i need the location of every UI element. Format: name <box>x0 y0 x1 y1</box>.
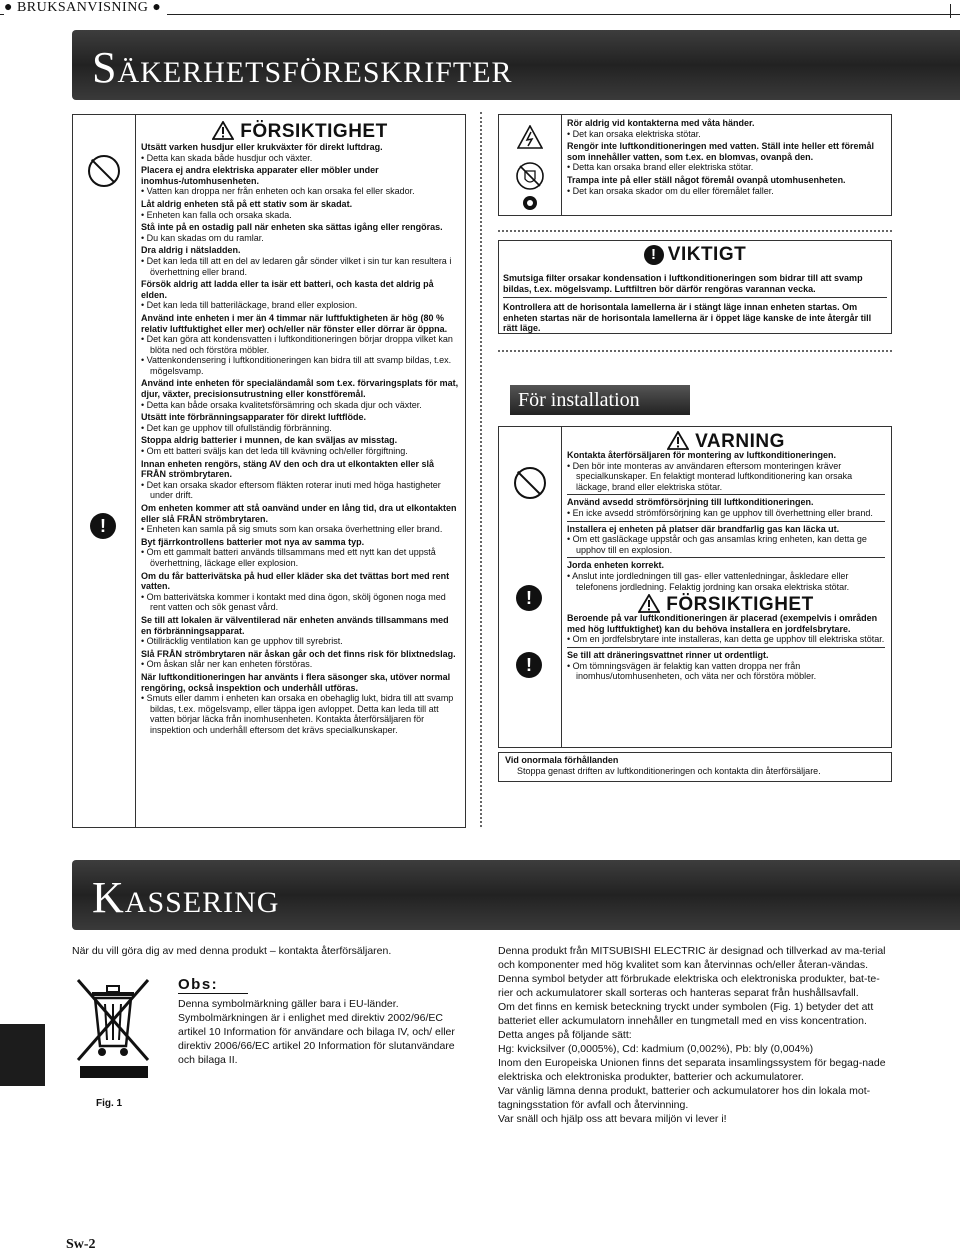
safety-item <box>141 199 459 220</box>
warning-triangle-icon-3 <box>638 594 660 613</box>
safety-item <box>141 537 459 569</box>
safety-item-title: Rengör inte luftkonditioneringen med vatten. Ställ inte heller ett föremål som innehåller vatten, som t.ex. en blomvas, ovanpå den. <box>567 141 875 162</box>
installation-box <box>498 426 892 748</box>
no-water-icon <box>515 161 545 191</box>
disposal-banner <box>72 860 960 930</box>
install-caution-items <box>567 613 885 682</box>
safety-item-bullet: • Vatten kan droppa ner från enheten och kan orsaka fel eller skador. <box>141 186 415 197</box>
safety-item-bullet: • Detta kan skada både husdjur och växter. <box>141 152 313 163</box>
install-caution-heading: FÖRSIKTIGHET <box>567 594 885 613</box>
disposal-paragraph: Denna produkt från MITSUBISHI ELECTRIC är designad och tillverkad av ma-terial och komponenter med hög kvalitet som kan återvinnas och/eller återan-vändas. <box>498 945 886 971</box>
safety-item-title: Innan enheten rengörs, stäng AV den och dra ut elkontakten eller slå FRÅN strömbrytaren. <box>141 458 435 480</box>
safety-item <box>141 165 459 197</box>
safety-item-bullet: • Det kan orsaka skador eftersom fläkten roterar inuti med höga hastigheter under drift. <box>141 479 441 501</box>
safety-item-bullet: • Enheten kan falla och orsaka skada. <box>141 209 292 220</box>
safety-item-title: När luftkonditioneringen har använts i flera säsonger ska, utöver normal rengöring, också inspektion och underhåll utföras. <box>141 671 451 693</box>
water-drops-icon <box>519 195 541 211</box>
safety-item <box>141 222 459 243</box>
abnormal-title: Vid onormala förhållanden <box>505 755 619 765</box>
safety-item-title: Använd avsedd strömförsörjning till luftkonditioneringen. <box>567 497 814 508</box>
safety-item-title: Om du får batterivätska på hud eller kläder ska det tvättas bort med rent vatten. <box>141 570 450 592</box>
exclamation-icon: ! <box>644 245 664 265</box>
caution-icon-column <box>73 115 136 827</box>
safety-item <box>141 459 459 501</box>
safety-item-bullet: • Om åskan slår ner kan enheten förstöras. <box>141 659 313 670</box>
disposal-paragraph: Detta anges på följande sätt: <box>498 1029 632 1041</box>
safety-item-bullet: • Den bör inte monteras av användaren eftersom monteringen kräver specialkunskaper. En felaktigt monterad luftkonditionering kan orsaka läckage, brand eller elektriska stötar. <box>567 460 853 492</box>
important-box <box>498 240 892 334</box>
safety-item <box>141 649 459 670</box>
important-text <box>503 273 887 334</box>
safety-item-bullet: • Smuts eller damm i enheten kan orsaka en obehaglig lukt, bidra till att svamp bildas, t.ex. mögelsvamp, eller täppa igen avloppet. Detta kan leda till att vatten börjar läcka från inomhusenheten. Kontakta återförsäljaren för inspektion och underhåll eftersom det krävs specialkunskaper. <box>141 693 454 735</box>
safety-item <box>567 118 885 139</box>
safety-item-bullet: • Anslut inte jordledningen till gas- eller vattenledningar, åskledare eller telefonens jordledning. Felaktig jordning kan orsaka elektriska stötar. <box>567 570 850 592</box>
abnormal-text: Stoppa genast driften av luftkonditioneringen och kontakta din återförsäljare. <box>517 766 821 776</box>
language-tab-block <box>0 1024 45 1086</box>
safety-item-bullet: • Detta kan orsaka brand eller elektriska stötar. <box>567 162 754 173</box>
installation-label: För installation <box>510 385 690 415</box>
manual-header-label: ● BRUKSANVISNING ● <box>4 0 167 16</box>
safety-item-bullet: • Det kan orsaka skador om du eller föremålet faller. <box>567 185 774 196</box>
safety-item-bullet: • Vattenkondensering i luftkonditioneringen kan bidra till att svamp bildas, t.ex. mögelsvamp. <box>141 355 452 376</box>
disposal-paragraph: Om det finns en kemisk beteckning tryckt under symbolen (Fig. 1) betyder det att batteriet eller ackumulatorn innehåller en tungmetall med en viss koncentration. <box>498 1001 874 1027</box>
safety-item-bullet: • Enheten kan samla på sig smuts som kan orsaka överhettning eller brand. <box>141 524 443 535</box>
safety-item <box>567 175 885 196</box>
safety-item <box>141 279 459 311</box>
column-divider <box>480 112 482 827</box>
safety-item-title: Om enheten kommer att stå oanvänd under en lång tid, dra ut elkontakten eller slå FRÅN strömbrytaren. <box>141 503 457 524</box>
safety-item-bullet: • En icke avsedd strömförsörjning kan ge upphov till överhettning eller brand. <box>567 507 873 518</box>
safety-item-title: Stoppa aldrig batterier i munnen, de kan sväljas av misstag. <box>141 435 398 446</box>
safety-item-bullet: • Om ett batteri sväljs kan det leda till kvävning och/eller förgiftning. <box>141 446 408 457</box>
safety-item-bullet: • Om ett gasläckage uppstår och gas ansamlas kring enheten, kan detta ge upphov till en explosion. <box>567 534 867 555</box>
safety-item-bullet: • Om batterivätska kommer i kontakt med dina ögon, skölj ögonen noga med rent vatten och sök genast vård. <box>141 591 446 613</box>
safety-item-title: Utsätt inte förbränningsapparater för direkt luftflöde. <box>141 412 367 423</box>
safety-item <box>141 503 459 535</box>
safety-item-bullet: • Du kan skadas om du ramlar. <box>141 232 264 243</box>
safety-item <box>141 313 459 377</box>
safety-item-title: Placera ej andra elektriska apparater eller möbler under inomhus-/utomhusenheten. <box>141 165 379 186</box>
warning-items <box>567 450 885 592</box>
safety-item <box>567 494 885 518</box>
safety-item-title: Byt fjärrkontrollens batterier mot nya av samma typ. <box>141 536 365 547</box>
safety-item-bullet: • Om ett gammalt batteri används tillsammans med ett nytt kan det uppstå överhettning, läckage eller explosion. <box>141 547 436 568</box>
disposal-title: KASSERING <box>92 873 280 922</box>
safety-item <box>567 521 885 556</box>
important-paragraph-2: Kontrollera att de horisontala lamellerna är i stängt läge innan enheten startas. Om enheten startas när de horisontala lamellerna är i öppet läge kanske de inte återgår till rätt läge. <box>503 302 872 334</box>
safety-item-title: Utsätt varken husdjur eller krukväxter för direkt luftdrag. <box>141 142 383 152</box>
disposal-paragraph: Denna symbol betyder att förbrukade elektriska och elektroniska produkter, bat-te-rier och ackumulatorer skall sorteras och hanteras separat från hushållsavfall. <box>498 973 880 999</box>
safety-item <box>141 412 459 433</box>
safety-item-bullet: • Det kan leda till att en del av ledaren går sönder vilket i sin tur kan resultera i överhettning eller brand. <box>141 255 452 277</box>
safety-title: SÄKERHETSFÖRESKRIFTER <box>92 43 513 92</box>
prohibited-icon-2 <box>514 467 546 499</box>
mandatory-icon-3: ! <box>516 652 542 678</box>
electrical-caution-box <box>498 114 892 216</box>
safety-item-bullet: • Det kan ge upphov till ofullständig förbränning. <box>141 422 332 433</box>
header-end-mark <box>950 4 951 18</box>
electrical-caution-items <box>567 118 885 198</box>
disposal-paragraph: Inom den Europeiska Unionen finns det separata insamlingssystem för begag-nade elektriska och elektroniska produkter, batterier och ackumulatorer. <box>498 1057 886 1083</box>
page-number: Sw-2 <box>66 1237 96 1252</box>
safety-item-title: Låt aldrig enheten stå på ett stativ som är skadat. <box>141 198 353 209</box>
installation-icon-column <box>499 427 562 747</box>
safety-item-bullet: • Detta kan både orsaka kvalitetsförsämring och skada djur och växter. <box>141 399 422 410</box>
safety-item-title: Slå FRÅN strömbrytaren när åskan går och det finns risk för blixtnedslag. <box>141 648 456 659</box>
obs-line-2: Symbolmärkningen är i enlighet med direktiv 2002/96/EC artikel 10 Information för användare och bilaga IV, och/ eller direktiv 2006/66/EC artikel 20 Information för slutanvändare och bilaga II. <box>178 1012 455 1066</box>
prohibited-icon <box>88 155 120 187</box>
safety-item <box>567 647 885 682</box>
safety-banner <box>72 30 960 100</box>
safety-item <box>567 141 885 173</box>
disposal-right-text <box>498 944 890 1126</box>
obs-note <box>178 976 468 1067</box>
safety-item <box>567 557 885 592</box>
caution-content <box>141 121 459 737</box>
safety-item-bullet: • Om tömningsvägen är felaktig kan vatten droppa ner från inomhus/utomhusenheten, och väta ner och förstöra möbler. <box>567 660 817 682</box>
disposal-paragraph: Var vänlig lämna denna produkt, batterier och ackumulatorer hos din lokala mot-tagningsstation för avfall och återvinning. <box>498 1085 871 1111</box>
safety-item-bullet: • Det kan göra att kondensvatten i luftkonditioneringen börjar droppa vilket kan blöta ned och förstöra möbler. <box>141 334 453 355</box>
caution-heading: FÖRSIKTIGHET <box>141 121 459 140</box>
crossed-bin-icon <box>70 968 160 1080</box>
warning-triangle-icon-2 <box>667 431 689 450</box>
safety-item <box>141 615 459 647</box>
safety-item-title: Se till att dräneringsvattnet rinner ut ordentligt. <box>567 649 769 660</box>
safety-item-title: Jorda enheten korrekt. <box>567 560 665 571</box>
safety-item-bullet: • Det kan leda till batteriläckage, brand eller explosion. <box>141 300 358 311</box>
disposal-intro: När du vill göra dig av med denna produkt – kontakta återförsäljaren. <box>72 945 392 957</box>
mandatory-icon-2: ! <box>516 585 542 611</box>
safety-item-title: Beroende på var luftkonditioneringen är placerad (exempelvis i områden med hög luftfuktighet) kan du behöva installera en jordfelsbrytare. <box>567 613 878 634</box>
safety-item-title: Dra aldrig i nätsladden. <box>141 245 241 256</box>
safety-item-title: Trampa inte på eller ställ något föremål ovanpå utomhusenheten. <box>567 174 846 185</box>
safety-item-title: Se till att lokalen är välventilerad när enheten används tillsammans med en förbränningsapparat. <box>141 614 449 636</box>
safety-item <box>141 378 459 410</box>
safety-item <box>141 571 459 613</box>
obs-title: Obs: <box>178 976 248 994</box>
warning-triangle-icon <box>212 121 234 140</box>
safety-item-bullet: • Om en jordfelsbrytare inte installeras, kan detta ge upphov till elektriska stötar. <box>567 634 885 645</box>
safety-item <box>141 672 459 736</box>
installation-content <box>567 431 885 684</box>
obs-line-1: Denna symbolmärkning gäller bara i EU-länder. <box>178 998 399 1010</box>
important-heading: ! VIKTIGT <box>499 244 891 266</box>
caution-items <box>141 142 459 735</box>
safety-item-bullet: • Det kan orsaka elektriska stötar. <box>567 128 701 139</box>
safety-item-title: Installera ej enheten på platser där brandfarlig gas kan läcka ut. <box>567 523 840 534</box>
section-divider-1 <box>498 230 892 232</box>
caution-box <box>72 114 466 828</box>
safety-item <box>567 613 885 645</box>
safety-item <box>141 245 459 277</box>
safety-item-title: Rör aldrig vid kontakterna med våta händer. <box>567 118 755 128</box>
fig-label: Fig. 1 <box>96 1098 123 1109</box>
safety-item-title: Använd inte enheten i mer än 4 timmar när luftfuktigheten är hög (80 % relativ luftfuktighet eller mer) och/eller när fönster eller dörrar är öppna. <box>141 312 448 334</box>
safety-item-title: Använd inte enheten för specialändamål som t.ex. förvaringsplats för mat, djur, växter, precisionsutrustning eller konstföremål. <box>141 378 459 400</box>
section-divider-2 <box>498 350 892 352</box>
safety-item <box>567 450 885 492</box>
important-paragraph-1: Smutsiga filter orsakar kondensation i luftkonditioneringen som bidrar till att svamp bildas, t.ex. mögelsvamp. Luftfiltren bör därför rengöras varannan vecka. <box>503 273 887 298</box>
warning-heading: VARNING <box>567 431 885 450</box>
safety-item-title: Stå inte på en ostadig pall när enheten ska sättas igång eller rengöras. <box>141 222 443 233</box>
safety-item-title: Kontakta återförsäljaren för montering av luftkonditioneringen. <box>567 450 837 460</box>
disposal-paragraph: Hg: kvicksilver (0,0005%), Cd: kadmium (0,002%), Pb: bly (0,004%) <box>498 1043 814 1055</box>
safety-item <box>141 142 459 163</box>
electrical-icon-column <box>499 115 562 215</box>
electric-shock-icon <box>517 125 543 149</box>
mandatory-icon: ! <box>90 513 116 539</box>
disposal-paragraph: Var snäll och hjälp oss att bevara miljön vi lever i! <box>498 1113 727 1125</box>
safety-item-bullet: • Otillräcklig ventilation kan ge upphov till syrebrist. <box>141 636 343 647</box>
abnormal-box <box>498 752 892 782</box>
safety-item <box>141 435 459 456</box>
safety-item-title: Försök aldrig att ladda eller ta isär ett batteri, och kasta det aldrig på elden. <box>141 279 434 300</box>
